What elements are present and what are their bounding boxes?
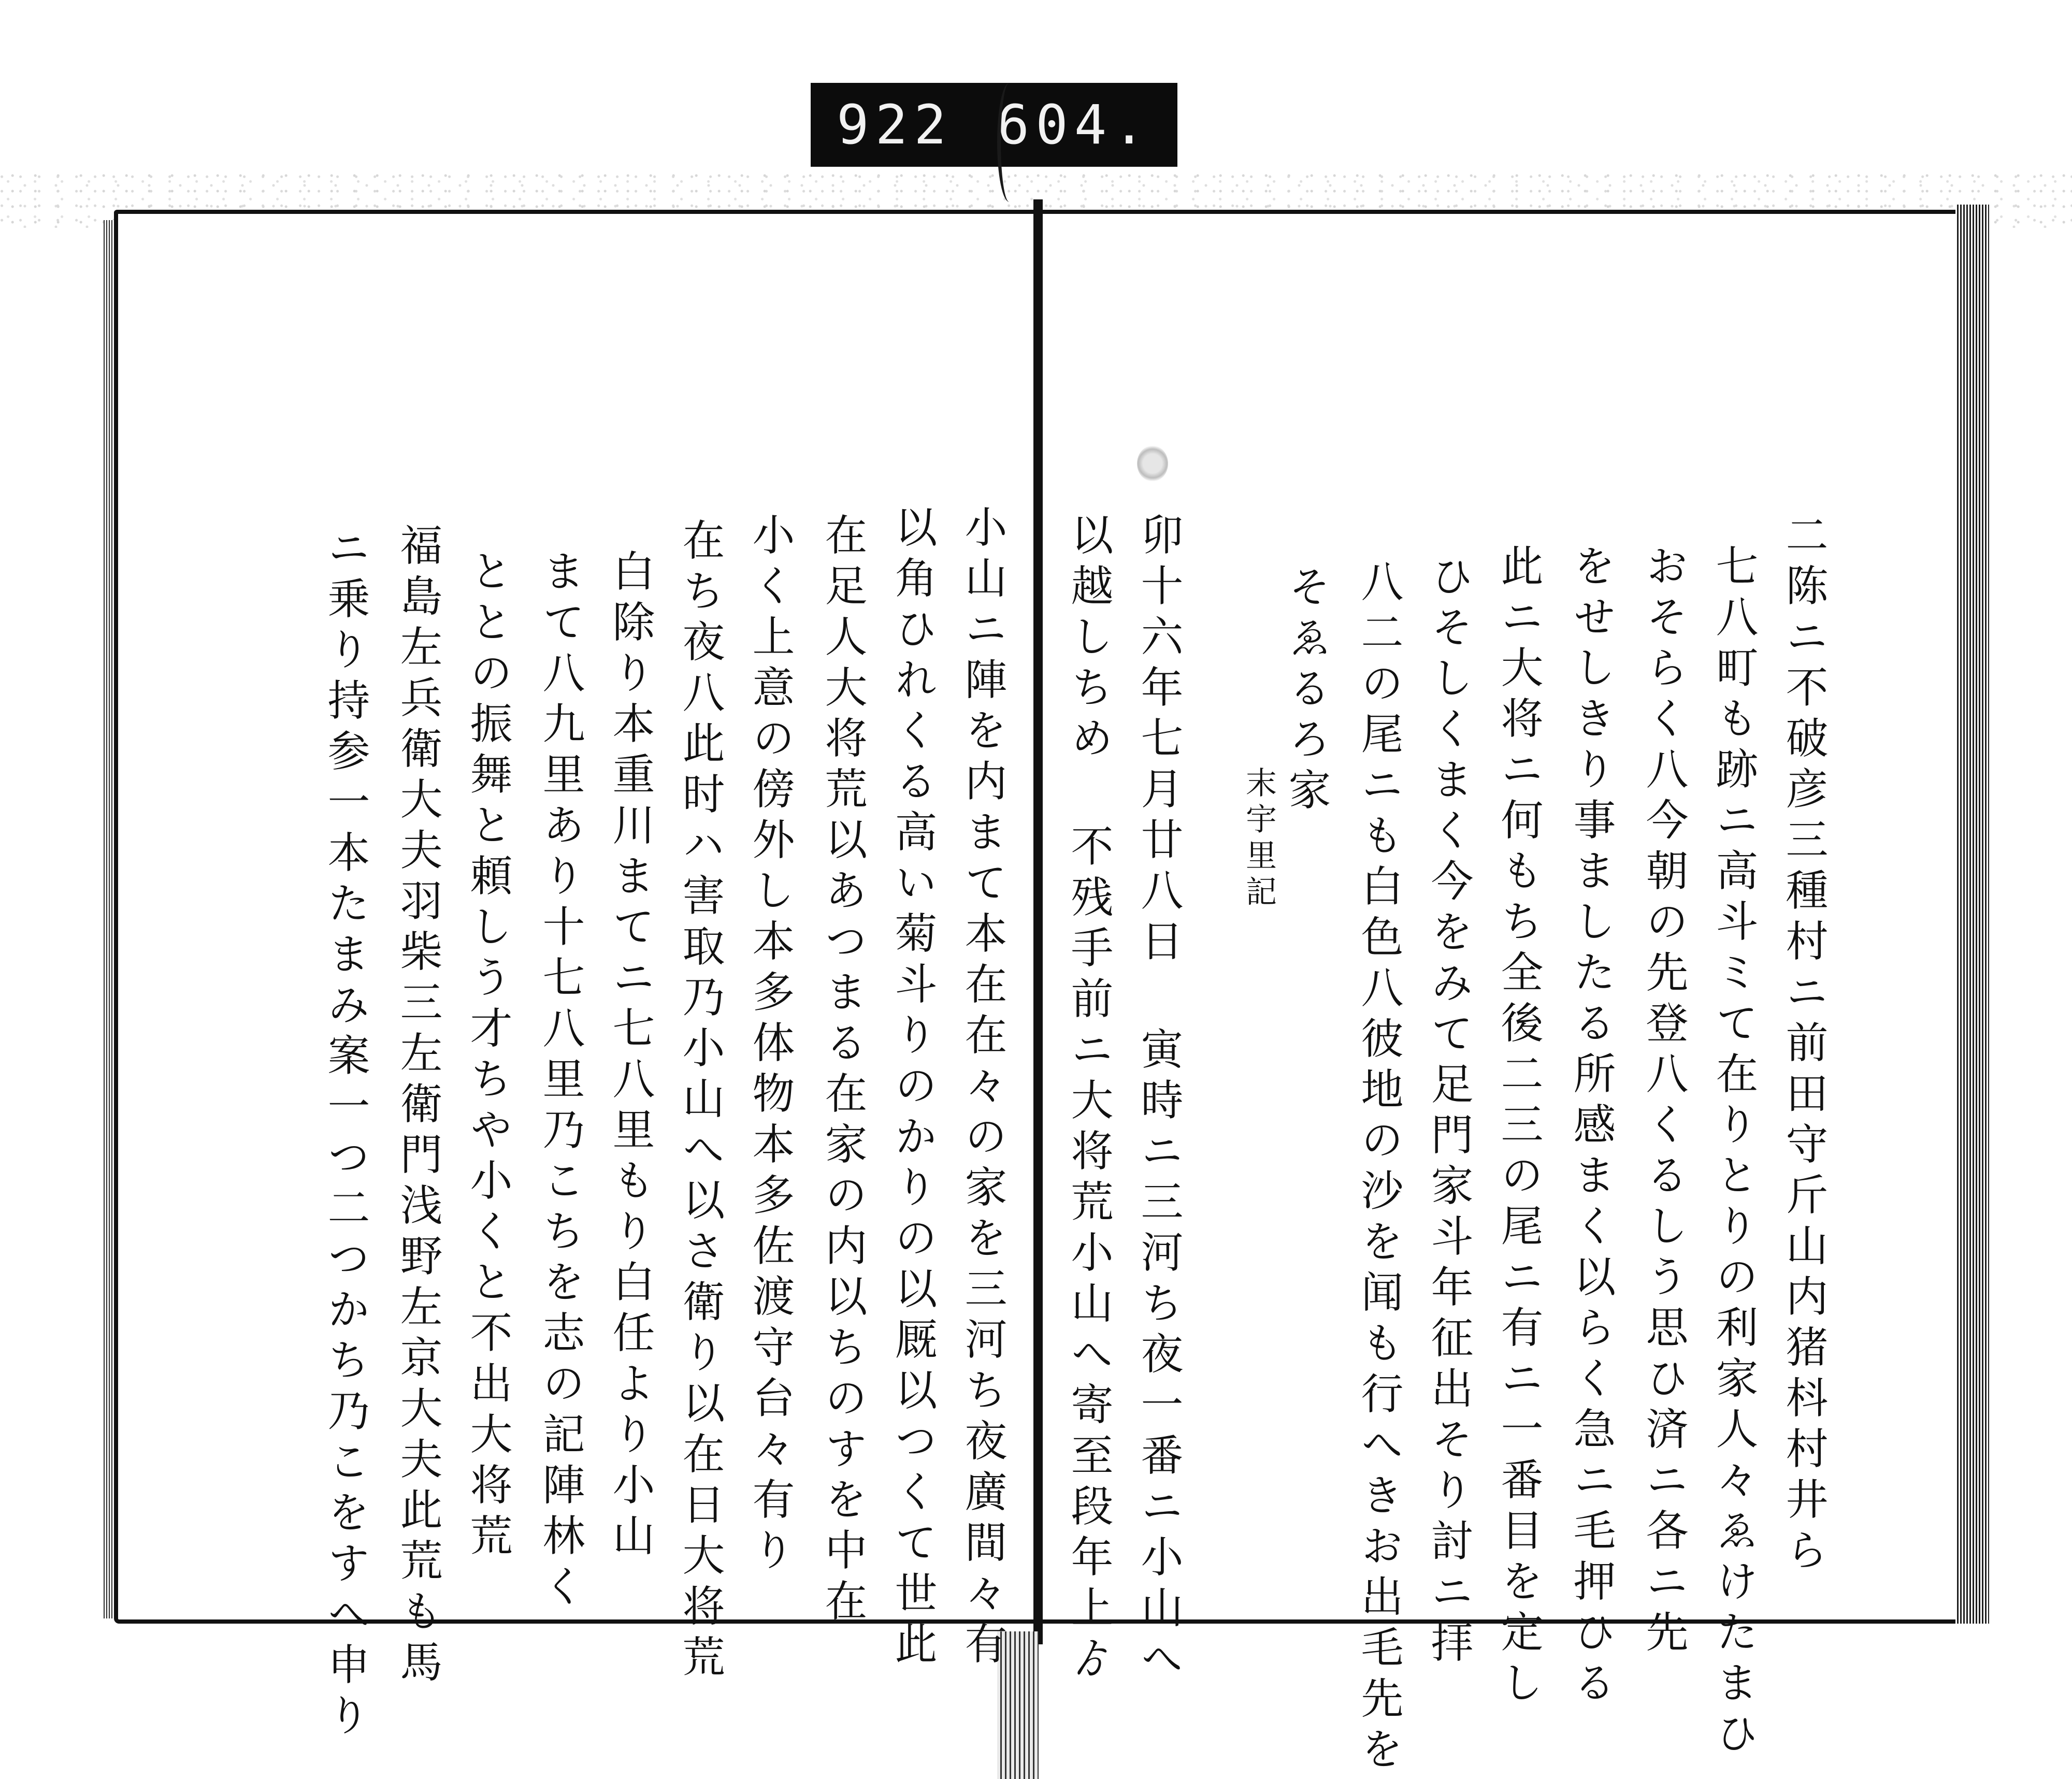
right-page-column-7: 八二の尾ニも白色八彼地の沙を闻も行へきお出毛先を xyxy=(1354,559,1403,1777)
right-page-dated-column: 卯十六年七月廿八日 寅時ニ三河ち夜一番ニ小山へ xyxy=(1134,513,1183,1687)
catalog-right-number: 604. xyxy=(997,93,1152,156)
left-page-column-4: 小く上意の傍外し本多体物本多佐渡守台々有り xyxy=(745,513,795,1579)
right-page-stack-edge xyxy=(1955,205,1989,1624)
left-page-column-8: ととの振舞と頼しう才ちや小くと不出大将荒 xyxy=(463,549,512,1564)
catalog-left-number: 922 xyxy=(837,93,953,156)
right-page-column-2: 七八町も跡ニ高斗ミて在りとりの利家人々ゑけたまひ xyxy=(1709,544,1758,1762)
catalog-number-label xyxy=(811,83,1177,167)
right-page-column-8: そゑるろ家 xyxy=(1282,565,1331,818)
left-page-column-10: ニ乗り持参一本たまみ案一つ二つかち乃こをすへ申り xyxy=(321,526,370,1744)
left-page-column-2: 以角ひれくる高い菊斗りのかりの以厩以つくて世此 xyxy=(888,505,937,1672)
right-page-column-3: おそらく八今朝の先登八くるしう思ひ済ニ各ニ先 xyxy=(1639,544,1688,1660)
right-page-column-4: をせしきり事ましたる所感まく以らく急ニ毛押ひる xyxy=(1566,544,1616,1711)
book-gutter xyxy=(1033,199,1043,1644)
right-page-annotation: 末宇里記 xyxy=(1241,766,1277,912)
left-page-column-7: まて八九里あり十七八里乃こちを志の記陣林く xyxy=(536,549,585,1615)
left-page-column-5: 在ち夜八此时ハ害取乃小山へ以さ衛り以在日大将荒 xyxy=(675,518,725,1685)
left-page-column-1: 小山ニ陣を内まて本在在々の家を三河ち夜廣間々有 xyxy=(958,505,1007,1672)
binding-thread-mark xyxy=(997,83,1021,202)
ink-smudge xyxy=(1137,445,1168,482)
right-page-final-column: 以越しちめ 不残手前ニ大将荒小山へ寄至段年上ゟ xyxy=(1064,513,1113,1687)
right-page-column-6: ひそしくまく今をみて足門家斗年征出そり討ニ拝 xyxy=(1424,554,1473,1671)
left-page-column-3: 在足人大将荒以あつまる在家の内以ちのすを中在 xyxy=(818,513,867,1629)
right-page-column-5: 此ニ大将ニ何もち全後二三の尾ニ有ニ一番目を定し xyxy=(1494,544,1543,1711)
left-page-column-6: 白除り本重川まてニ七八里もり白任より小山 xyxy=(606,549,655,1564)
right-page-column-1: 二陈ニ不破彦三種村ニ前田守斤山内猪枓村井ら xyxy=(1779,513,1828,1579)
left-page-column-9: 福島左兵衛大夫羽柴三左衛門浅野左京大夫此荒も馬 xyxy=(393,523,442,1690)
